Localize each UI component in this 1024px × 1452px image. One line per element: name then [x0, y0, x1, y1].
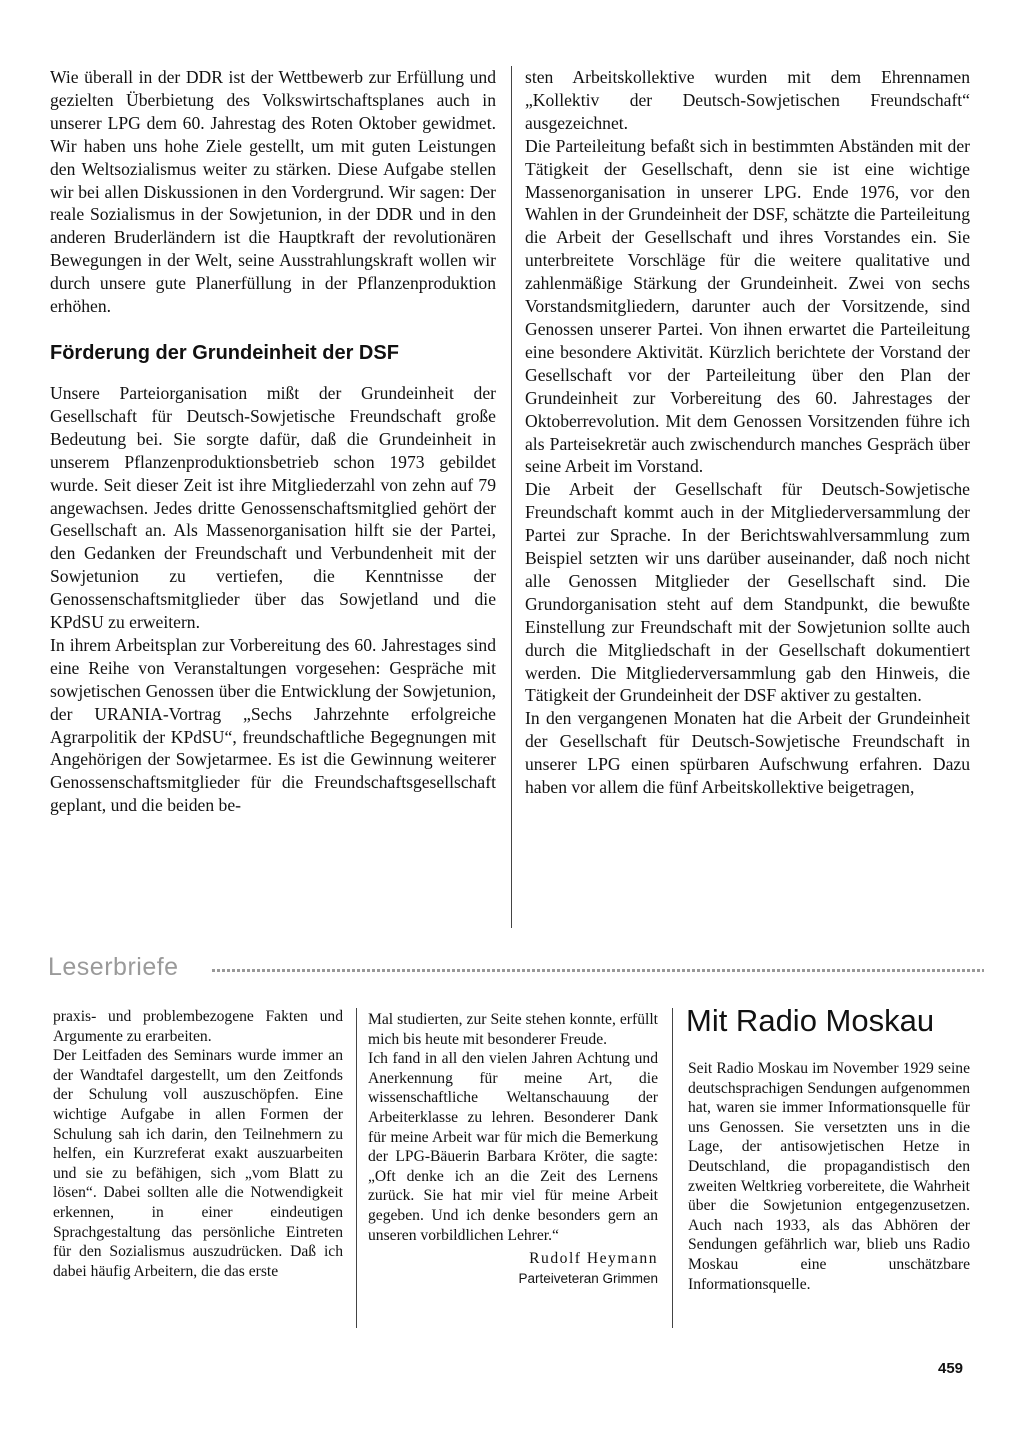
column-divider	[672, 1008, 673, 1328]
section-label: Leserbriefe	[48, 953, 179, 981]
signature-role: Parteiveteran Grimmen	[518, 1270, 658, 1286]
letter-column-3	[688, 1001, 970, 1294]
letter-paragraph: praxis- und problembezogene Fakten und Argumente zu erarbeiten.	[53, 1008, 343, 1045]
section-heading: Förderung der Grundeinheit der DSF	[50, 341, 399, 364]
signature-name: Rudolf Heymann	[529, 1250, 658, 1268]
letter-title: Mit Radio Moskau	[686, 1003, 935, 1038]
letter-paragraph: Mal studierten, zur Seite stehen konnte, erfüllt mich bis heute mit besonderer Freude.	[368, 1011, 658, 1048]
article-paragraph: Die Arbeit der Gesellschaft für Deutsch-Sowjetische Freundschaft kommt auch in der Mitgliederversammlung der Partei zur Sprache. In der Berichtswahlversammlung zum Beispiel setzten wir uns darüber auseinander, daß noch nicht alle Genossen Mitglieder der Gesellschaft sind. Die Grundorganisation steht auf dem Standpunkt, die bewußte Einstellung zur Freundschaft mit der Sowjetunion sollte auch durch die Mitgliedschaft in der Gesellschaft dokumentiert werden. Die Mitgliederversammlung gab den Hinweis, die Tätigkeit der Grundeinheit der DSF aktiver zu gestalten.	[525, 479, 970, 706]
article-column-left	[50, 66, 496, 817]
section-divider	[212, 969, 984, 972]
article-column-right	[525, 66, 970, 799]
article-paragraph: sten Arbeitskollektive wurden mit dem Ehrennamen „Kollektiv der Deutsch-Sowjetischen Freundschaft“ ausgezeichnet.	[525, 67, 970, 133]
article-paragraph: Die Parteileitung befaßt sich in bestimmten Abständen mit der Tätigkeit der Gesellschaft, denn sie ist eine wichtige Massenorganisation in unserer LPG. Ende 1976, vor den Wahlen in der Grundeinheit der DSF, schätzte die Parteileitung die Arbeit der Gesellschaft und ihres Vorstandes ein. Sie unterbreitete Vorschläge für die weitere qualitative und zahlenmäßige Stärkung der Grundeinheit. Zwei von sechs Vorstandsmitgliedern, darunter auch der Vorsitzende, sind Genossen unserer Partei. Von ihnen erwartet die Parteileitung eine besondere Aktivität. Kürzlich berichtete der Vorstand der Gesellschaft vor der Parteileitung über den Plan der Grundeinheit zur Vorbereitung des 60. Jahrestages der Oktoberrevolution. Mit dem Genossen Vorsitzenden führe ich als Parteisekretär auch zwischendurch manches Gespräch über seine Arbeit im Vorstand.	[525, 135, 970, 477]
letter-paragraph: Der Leitfaden des Seminars wurde immer an der Wandtafel dargestellt, um den Zeitfonds der Schulung voll auszuschöpfen. Eine wichtige Aufgabe in allen Formen der Schulung sah ich darin, den Teilnehmern zu helfen, ein Kurzreferat exakt auszuarbeiten und sie zu befähigen, sich „vom Blatt zu lösen“. Dabei sollten alle die Notwendigkeit erkennen, in einer eindeutigen Sprachgestaltung das persönliche Eintreten für den Sozialismus auszudrücken. Daß ich dabei häufig Arbeitern, die das erste	[53, 1047, 343, 1280]
article-paragraph: In ihrem Arbeitsplan zur Vorbereitung des 60. Jahrestages sind eine Reihe von Veranstaltungen vorgesehen: Gespräche mit sowjetischen Genossen über die Entwicklung der Sowjetunion, der URANIA-Vortrag „Sechs Jahrzehnte erfolgreiche Agrarpolitik der KPdSU“, freundschaftliche Begegnungen mit Angehörigen der Sowjetarmee. Es ist die Gewinnung weiterer Genossenschaftsmitglieder für die Freundschaftsgesellschaft geplant, und die beiden be-	[50, 634, 496, 816]
article-paragraph: Wie überall in der DDR ist der Wettbewerb zur Erfüllung und gezielten Überbietung des Volkswirtschaftsplanes auch in unserer LPG dem 60. Jahrestag des Roten Oktober gewidmet. Wir haben uns hohe Ziele gestellt, um mit guten Leistungen den Weltsozialismus weiter zu stärken. Diese Aufgabe stellen wir bei allen Diskussionen in den Vordergrund. Wir sagen: Der reale Sozialismus in der Sowjetunion, in der DDR und in den anderen Bruderländern ist die Hauptkraft der revolutionären Bewegungen in der Welt, seine Ausstrahlungskraft wollen wir durch unsere gute Planerfüllung in der Pflanzenproduktion erhöhen.	[50, 67, 496, 317]
column-divider	[356, 1008, 357, 1328]
column-divider	[511, 66, 512, 928]
letter-column-2	[368, 1010, 658, 1288]
letter-paragraph: Seit Radio Moskau im November 1929 seine deutschsprachigen Sendungen aufgenommen hat, waren sie immer Informationsquelle für uns Genossen. Sie versetzten uns in die Lage, der antisowjetischen Hetze in Deutschland, die propagandistisch den zweiten Weltkrieg vorbereitete, die Wahrheit über die Sowjetunion entgegenzusetzen. Auch nach 1933, als das Abhören der Sendungen gefährlich war, blieb uns Radio Moskau eine unschätzbare Informationsquelle.	[688, 1060, 970, 1293]
article-paragraph: In den vergangenen Monaten hat die Arbeit der Grundeinheit der Gesellschaft für Deutsch-Sowjetische Freundschaft in unserer LPG einen spürbaren Aufschwung erfahren. Dazu haben vor allem die fünf Arbeitskollektive beigetragen,	[525, 708, 970, 798]
letter-column-1	[53, 1007, 343, 1281]
article-paragraph: Unsere Parteiorganisation mißt der Grundeinheit der Gesellschaft für Deutsch-Sowjetische Freundschaft große Bedeutung bei. Sie sorgte dafür, daß die Grundeinheit in unserem Pflanzenproduktionsbetrieb schon 1973 gebildet wurde. Seit dieser Zeit ist ihre Mitgliederzahl von zehn auf 79 angewachsen. Jedes dritte Genossenschaftsmitglied gehört der Gesellschaft an. Als Massenorganisation hilft sie der Partei, den Gedanken der Freundschaft und Verbundenheit mit der Sowjetunion zu vertiefen, die Kenntnisse der Genossenschaftsmitglieder über das Sowjetland und die KPdSU zu erweitern.	[50, 382, 496, 633]
page-number: 459	[938, 1360, 964, 1377]
letter-paragraph: Ich fand in all den vielen Jahren Achtung und Anerkennung für meine Art, die wissenschaftliche Weltanschauung der Arbeiterklasse zu lehren. Besonderer Dank für meine Arbeit war für mich die Bemerkung der LPG-Bäuerin Barbara Kröter, die sagte: „Oft denke ich an die Zeit des Lernens zurück. Sie hat mir viel für meine Arbeit gegeben. Und ich denke besonders gern an unseren vorbildlichen Lehrer.“	[368, 1050, 658, 1244]
